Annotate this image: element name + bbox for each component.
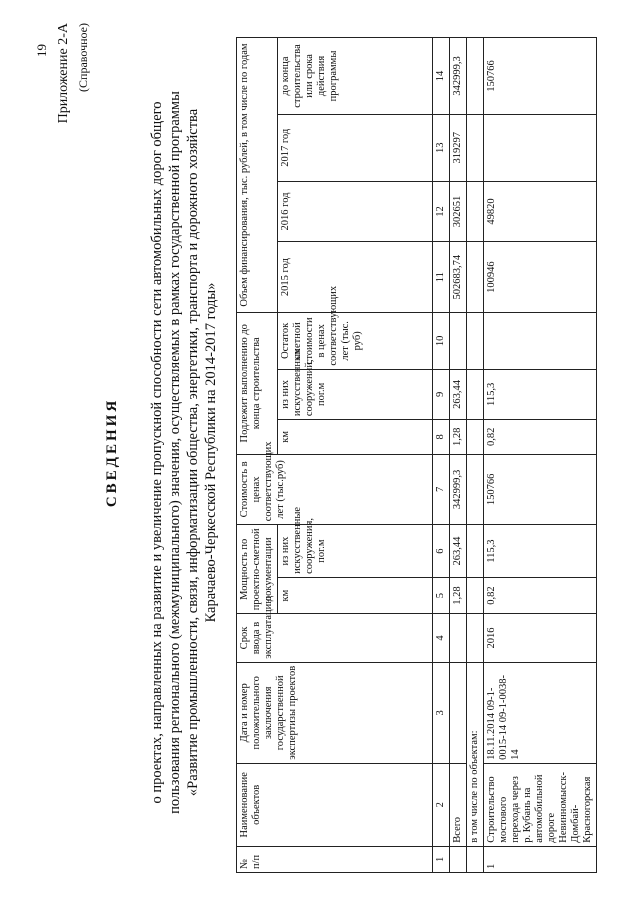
header-expertise: Дата и номер положительного заключения государственной экспертизы проектов	[237, 662, 433, 763]
header-row-1	[237, 38, 278, 873]
cell-empty	[467, 577, 484, 613]
object-name: Строительство мостового перехода через р. Кубань на автомобильной дороге Невинномысск-Домбай-Красногорская	[484, 763, 597, 846]
cell-empty	[450, 662, 467, 763]
object-2015: 100946	[484, 242, 597, 313]
header-progress: Подлежит выполнению до конца строительства	[237, 313, 278, 455]
page-number: 19	[34, 44, 49, 57]
subtotal-label: в том числе по объектам:	[467, 662, 484, 846]
col-num: 13	[433, 114, 450, 181]
cell-empty	[467, 38, 484, 115]
object-cost: 150766	[484, 454, 597, 525]
total-cost: 342999,3	[450, 454, 467, 525]
object-y-end: 150766	[484, 38, 597, 115]
object-n: 1	[484, 846, 597, 872]
subtitle-line-4: Карачаево-Черкесской Республики на 2014-2017 годы»	[203, 282, 219, 623]
total-y-end: 342999,3	[450, 38, 467, 115]
col-num: 10	[433, 313, 450, 370]
cell-empty	[450, 614, 467, 663]
header-prog-rest: Остаток сметной стоимости в ценах соответствующих лет (тыс. руб)	[278, 313, 433, 370]
object-2016: 49820	[484, 181, 597, 242]
total-art: 263,44	[450, 525, 467, 578]
projects-table	[236, 37, 597, 873]
col-num: 7	[433, 454, 450, 525]
header-2015: 2015 год	[278, 242, 433, 313]
object-row	[484, 38, 597, 873]
total-2015: 502683,74	[450, 242, 467, 313]
header-2017: 2017 год	[278, 114, 433, 181]
subtitle-line-1: о проектах, направленных на развитие и увеличение пропускной способности сети автомобильных дорог общего	[149, 101, 165, 804]
col-num: 14	[433, 38, 450, 115]
header-name: Наименование объектов	[237, 763, 433, 846]
cell-empty	[467, 369, 484, 420]
column-numbers-row	[433, 38, 450, 873]
cell-empty	[467, 242, 484, 313]
col-num: 8	[433, 420, 450, 454]
cell-empty	[467, 614, 484, 663]
cell-empty	[467, 181, 484, 242]
cell-empty	[450, 846, 467, 872]
total-km: 1,28	[450, 577, 467, 613]
header-y-end: до конца строительства или срока действия программы	[278, 38, 433, 115]
total-2017: 319297	[450, 114, 467, 181]
header-funding: Объем финансирования, тыс. рублей, в том числе по годам	[237, 38, 278, 313]
total-label: Всего	[450, 763, 467, 846]
header-term: Срок ввода в эксплуатацию	[237, 614, 433, 663]
cell-empty	[450, 313, 467, 370]
col-num: 9	[433, 369, 450, 420]
header-prog-art: из них искусственных сооружений, пог.м	[278, 369, 433, 420]
cell-empty	[467, 420, 484, 454]
col-num: 3	[433, 662, 450, 763]
header-cap-art: из них искусственные сооружения, пог.м	[278, 525, 433, 578]
object-km: 0,82	[484, 577, 597, 613]
subtitle-line-2: пользования регионального (межмуниципального) значения, осуществляемых в рамках государственной программы	[167, 91, 183, 814]
total-p-art: 263,44	[450, 369, 467, 420]
object-term: 2016	[484, 614, 597, 663]
header-n: № п/п	[237, 846, 433, 872]
total-2016: 302651	[450, 181, 467, 242]
cell-empty	[484, 313, 597, 370]
col-num: 6	[433, 525, 450, 578]
header-cost: Стоимость в ценах соответствующих лет (тыс.руб)	[237, 454, 433, 525]
cell-empty	[467, 454, 484, 525]
object-art: 115,3	[484, 525, 597, 578]
col-num: 12	[433, 181, 450, 242]
col-num: 1	[433, 846, 450, 872]
appendix-label: Приложение 2-А	[56, 23, 71, 124]
object-p-art: 115,3	[484, 369, 597, 420]
total-row	[450, 38, 467, 873]
cell-empty	[467, 313, 484, 370]
object-expertise: 18.11.2014 09-1-0015-14 09-1-0038-14	[484, 662, 597, 763]
total-p-km: 1,28	[450, 420, 467, 454]
header-2016: 2016 год	[278, 181, 433, 242]
col-num: 11	[433, 242, 450, 313]
subtotal-row	[467, 38, 484, 873]
cell-empty	[467, 114, 484, 181]
appendix-note: (Справочное)	[76, 23, 90, 92]
header-capacity: Мощность по проектно-сметной документации	[237, 525, 278, 614]
cell-empty	[484, 114, 597, 181]
header-prog-km: км	[278, 420, 433, 454]
cell-empty	[467, 525, 484, 578]
col-num: 5	[433, 577, 450, 613]
object-p-km: 0,82	[484, 420, 597, 454]
col-num: 2	[433, 763, 450, 846]
col-num: 4	[433, 614, 450, 663]
document-title: СВЕДЕНИЯ	[104, 397, 120, 508]
subtitle-line-3: «Развитие промышленности, связи, информатизации общества, энергетики, транспорта и дорожного хозяйства	[185, 108, 201, 797]
cell-empty	[467, 846, 484, 872]
header-cap-km: км	[278, 577, 433, 613]
